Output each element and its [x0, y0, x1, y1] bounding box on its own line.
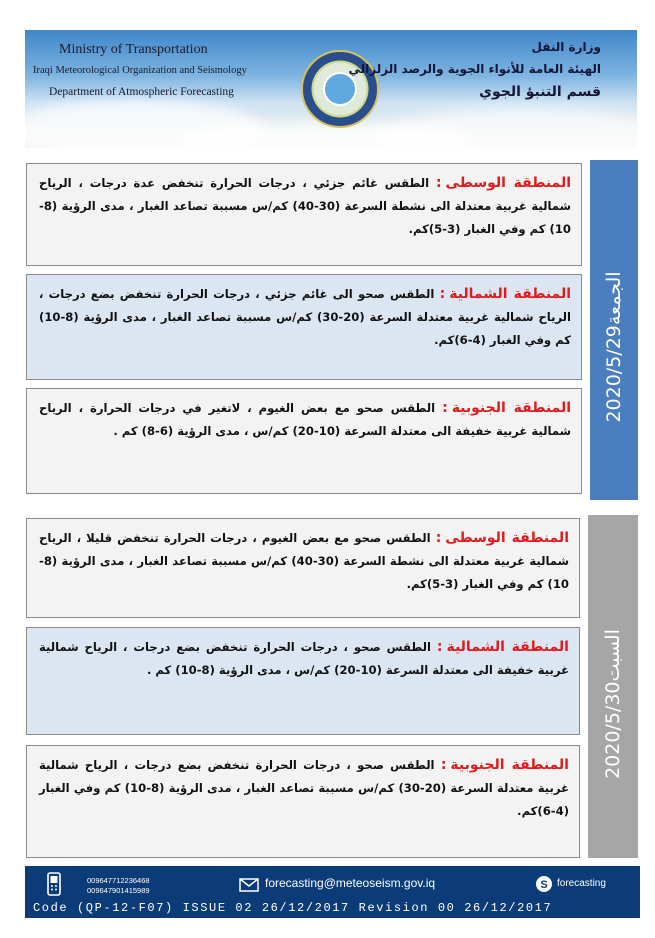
forecast-box-north-day1: المنطقة الشمالية: الطقس صحو الى غائم جزئي ، درجات الحرارة تنخفض بضع درجات ، الرياح شمالية غربية معتدلة السرعة (20-30) كم/س مسببة تصاعد الغبار ، مدى الرؤية (8-10) كم وفي الغبار (4-6)كم.: [26, 274, 582, 380]
skype-icon: [535, 875, 553, 893]
header-en-org: Iraqi Meteorological Organization and Seismology: [33, 65, 247, 76]
phone-numbers: [87, 876, 150, 896]
region-title: المنطقة الجنوبية: [451, 400, 571, 416]
day-label: [602, 595, 624, 779]
header-ar-dept: قسم التنبؤ الجوي: [479, 84, 601, 100]
header-ar-org: الهيئة العامة للأنواء الجوية والرصد الزلزالي: [348, 62, 601, 76]
forecast-text: الطقس غائم جزئي ، درجات الحرارة تنخفض عدة درجات ، الرياح شمالية غربية معتدلة الى نشطة السرعة (30-40) كم/س مسببة تصاعد الغبار ، مدى الرؤية (8-10) كم وفي الغبار (3-5)كم.: [39, 176, 571, 236]
day-label: [603, 237, 625, 422]
mobile-phone-icon: [45, 872, 63, 896]
email-link[interactable]: forecasting@meteoseism.gov.iq: [265, 876, 436, 890]
forecast-text: الطقس صحو مع بعض الغيوم ، لاتغير في درجات الحرارة ، الرياح شمالية غربية خفيفة الى معتدلة السرعة (10-20) كم/س ، مدى الرؤية (6-8) كم .: [39, 401, 571, 438]
header-en-ministry: Ministry of Transportation: [59, 42, 208, 57]
document-code: Code (QP-12-F07) ISSUE 02 26/12/2017 Revision 00 26/12/2017: [33, 901, 553, 915]
phone-2: 009647901415989: [87, 886, 150, 895]
forecast-box-central-day1: المنطقة الوسطى: الطقس غائم جزئي ، درجات الحرارة تنخفض عدة درجات ، الرياح شمالية غربية معتدلة الى نشطة السرعة (30-40) كم/س مسببة تصاعد الغبار ، مدى الرؤية (8-10) كم وفي الغبار (3-5)كم.: [26, 163, 582, 266]
header-banner: [25, 30, 637, 148]
footer: [25, 866, 640, 918]
svg-text:S: S: [540, 879, 548, 891]
header-ar-ministry: وزارة النقل: [531, 40, 601, 54]
region-title: المنطقة الوسطى: [445, 175, 571, 191]
day-name: السبت: [602, 628, 624, 681]
day-bar-friday: [590, 160, 638, 500]
day-bar-saturday: [588, 515, 638, 858]
day-date: 2020/5/30: [602, 681, 624, 779]
forecast-text: الطقس صحو مع بعض الغيوم ، درجات الحرارة تنخفض قليلا ، الرياح شمالية غربية معتدلة الى نشطة السرعة (30-40) كم/س مسببة تصاعد الغبار ، مدى الرؤية (8-10) كم وفي الغبار (3-5)كم.: [39, 531, 569, 591]
forecast-box-south-day1: المنطقة الجنوبية: الطقس صحو مع بعض الغيوم ، لاتغير في درجات الحرارة ، الرياح شمالية غربية خفيفة الى معتدلة السرعة (10-20) كم/س ، مدى الرؤية (6-8) كم .: [26, 388, 582, 494]
forecast-text: الطقس صحو الى غائم جزئي ، درجات الحرارة تنخفض بضع درجات ، الرياح شمالية غربية معتدلة السرعة (20-30) كم/س مسببة تصاعد الغبار ، مدى الرؤية (8-10) كم وفي الغبار (4-6)كم.: [39, 287, 571, 347]
forecast-box-north-day2: المنطقة الشمالية: الطقس صحو ، درجات الحرارة تنخفض بضع درجات ، الرياح شمالية غربية خفيفة الى معتدلة السرعة (10-20) كم/س ، مدى الرؤية (8-10) كم .: [26, 627, 580, 735]
envelope-icon: [239, 878, 259, 892]
region-title: المنطقة الجنوبية: [450, 757, 569, 773]
region-title: المنطقة الشمالية: [449, 286, 571, 302]
phone-1: 009647712236468: [87, 876, 150, 885]
header-en-dept: Department of Atmospheric Forecasting: [49, 86, 234, 98]
region-title: المنطقة الوسطى: [445, 530, 569, 546]
forecast-box-central-day2: المنطقة الوسطى: الطقس صحو مع بعض الغيوم ، درجات الحرارة تنخفض قليلا ، الرياح شمالية غربية معتدلة الى نشطة السرعة (30-40) كم/س مسببة تصاعد الغبار ، مدى الرؤية (8-10) كم وفي الغبار (3-5)كم.: [26, 518, 580, 618]
skype-handle[interactable]: forecasting: [557, 878, 606, 889]
forecast-text: الطقس صحو ، درجات الحرارة تنخفض بضع درجات ، الرياح شمالية غربية خفيفة الى معتدلة السرعة (10-20) كم/س ، مدى الرؤية (8-10) كم .: [39, 640, 569, 677]
region-title: المنطقة الشمالية: [446, 639, 569, 655]
day-name: الجمعة: [603, 271, 625, 326]
day-date: 2020/5/29: [603, 325, 625, 423]
forecast-box-south-day2: المنطقة الجنوبية: الطقس صحو ، درجات الحرارة تنخفض بضع درجات ، الرياح شمالية غربية معتدلة السرعة (20-30) كم/س مسببة تصاعد الغبار ، مدى الرؤية (8-10) كم وفي الغبار (4-6)كم.: [26, 745, 580, 858]
forecast-text: الطقس صحو ، درجات الحرارة تنخفض بضع درجات ، الرياح شمالية غربية معتدلة السرعة (20-30) كم/س مسببة تصاعد الغبار ، مدى الرؤية (8-10) كم وفي الغبار (4-6)كم.: [39, 758, 569, 818]
